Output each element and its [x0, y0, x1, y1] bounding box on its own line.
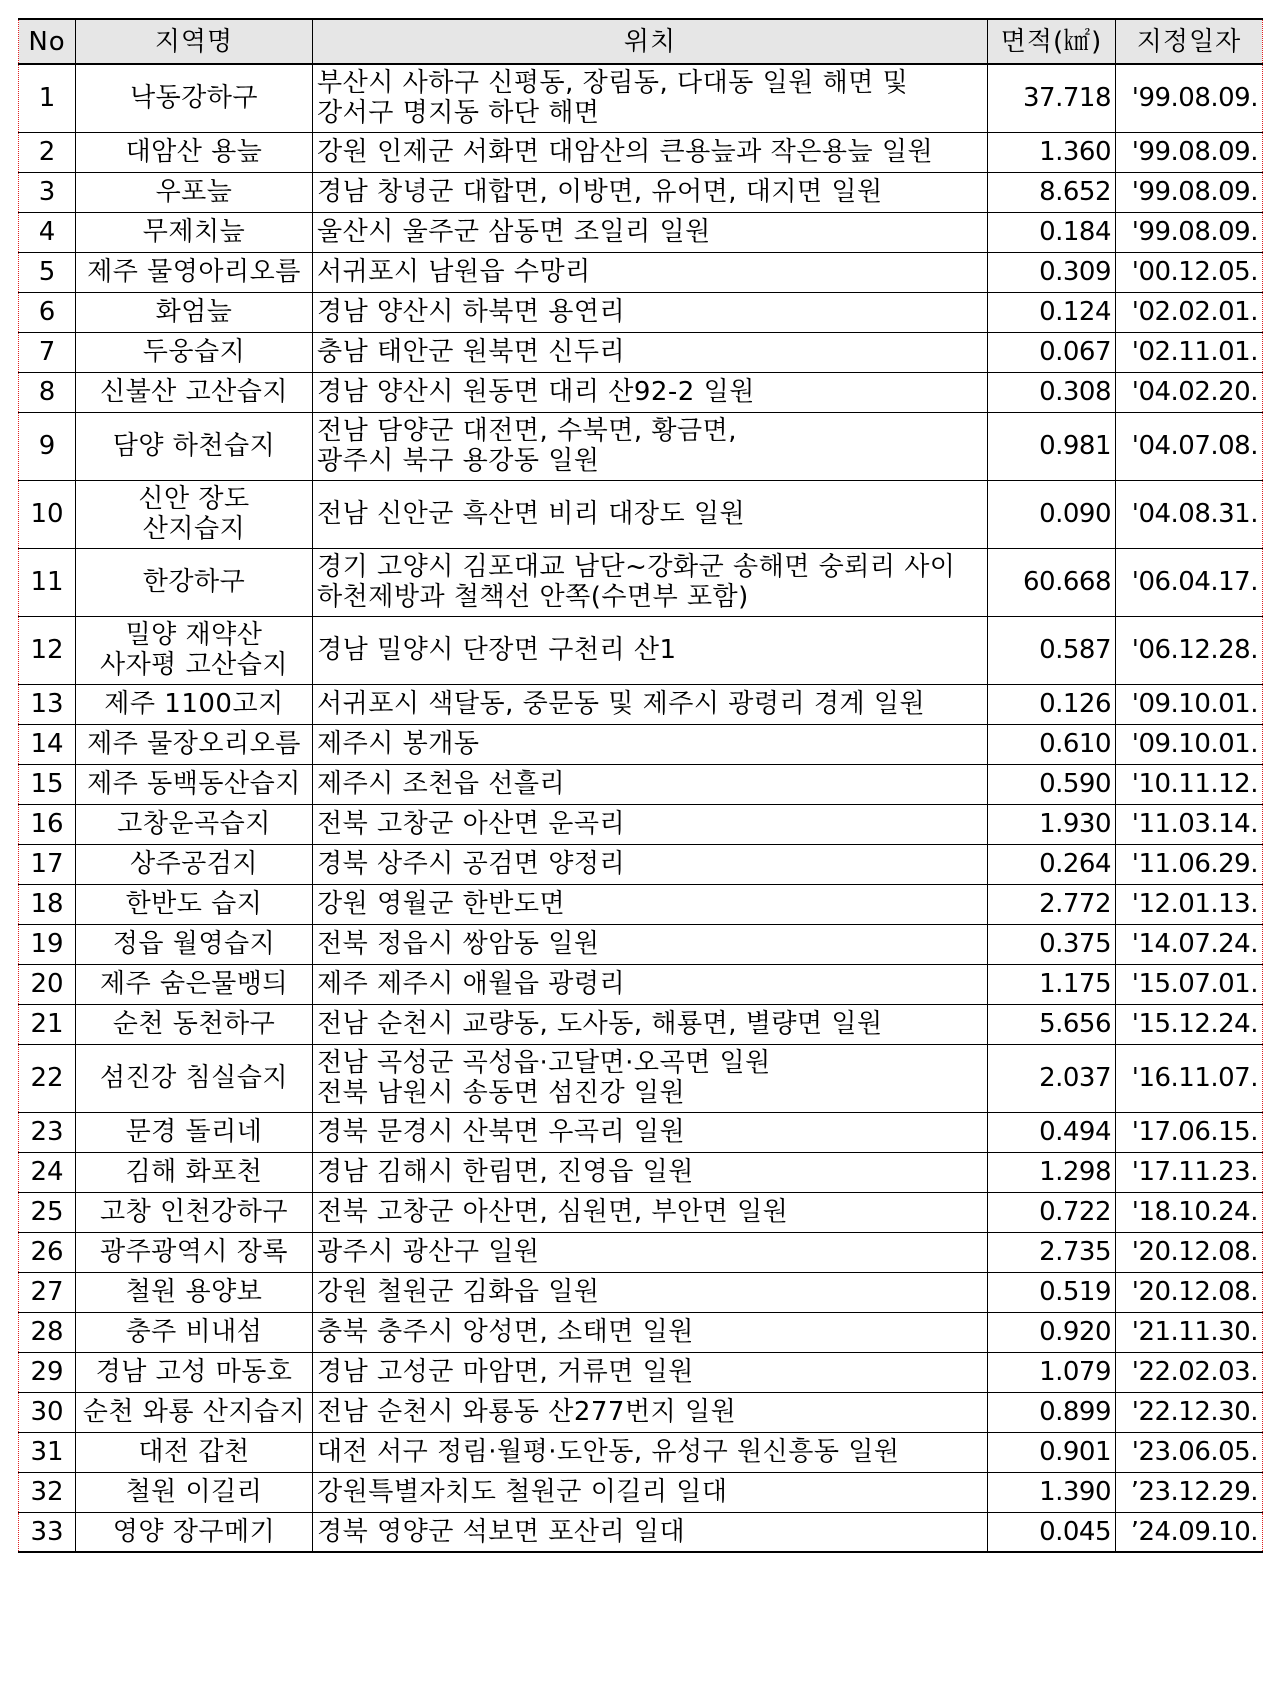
cell-name-line: 광주광역시 장록 [99, 1237, 289, 1267]
cell-name [76, 292, 313, 332]
cell-area: 5.656 [988, 1004, 1116, 1044]
cell-location-line: 서귀포시 남원읍 수망리 [317, 257, 591, 287]
cell-location-line: 전북 고창군 아산면, 심원면, 부안면 일원 [317, 1197, 789, 1227]
table-row [19, 1112, 1263, 1152]
cell-date: '14.07.24. [1116, 924, 1263, 964]
cell-no: 14 [19, 724, 76, 764]
table-row [19, 1152, 1263, 1192]
cell-no: 26 [19, 1232, 76, 1272]
cell-no: 23 [19, 1112, 76, 1152]
cell-name-line: 사자평 고산습지 [99, 650, 289, 680]
cell-location [313, 292, 988, 332]
table-row [19, 332, 1263, 372]
cell-location [313, 804, 988, 844]
cell-location-line: 전남 순천시 와룡동 산277번지 일원 [317, 1397, 737, 1427]
cell-area: 60.668 [988, 548, 1116, 616]
table-row [19, 412, 1263, 480]
cell-area: 0.309 [988, 252, 1116, 292]
cell-date: '10.11.12. [1116, 764, 1263, 804]
cell-date: '17.11.23. [1116, 1152, 1263, 1192]
cell-name-line: 제주 물장오리오름 [87, 729, 301, 759]
cell-date: '22.02.03. [1116, 1352, 1263, 1392]
cell-location [313, 884, 988, 924]
cell-name [76, 212, 313, 252]
cell-date: '23.06.05. [1116, 1432, 1263, 1472]
header-name: 지역명 [76, 19, 313, 64]
table-row [19, 1432, 1263, 1472]
cell-location [313, 1512, 988, 1552]
cell-area: 0.124 [988, 292, 1116, 332]
cell-date: '12.01.13. [1116, 884, 1263, 924]
cell-name-line: 순천 와룡 산지습지 [82, 1397, 306, 1427]
cell-area: 1.298 [988, 1152, 1116, 1192]
cell-location-line: 경남 밀양시 단장면 구천리 산1 [317, 635, 677, 665]
cell-name-line: 한반도 습지 [125, 889, 263, 919]
cell-location-line: 전남 순천시 교량동, 도사동, 해룡면, 별량면 일원 [317, 1009, 883, 1039]
cell-no: 24 [19, 1152, 76, 1192]
cell-area: 0.494 [988, 1112, 1116, 1152]
cell-location [313, 1272, 988, 1312]
cell-no: 30 [19, 1392, 76, 1432]
cell-date: '99.08.09. [1116, 212, 1263, 252]
cell-date: '00.12.05. [1116, 252, 1263, 292]
cell-name-line: 우포늪 [155, 177, 233, 207]
cell-location [313, 1432, 988, 1472]
cell-location-line: 강원 영월군 한반도면 [317, 889, 566, 919]
cell-name-line: 충주 비내섬 [125, 1317, 263, 1347]
cell-name [76, 884, 313, 924]
cell-date: '09.10.01. [1116, 684, 1263, 724]
table-row [19, 1192, 1263, 1232]
cell-area: 0.920 [988, 1312, 1116, 1352]
cell-location-line: 전남 곡성군 곡성읍·고달면·오곡면 일원 [317, 1048, 771, 1078]
cell-date: ’23.12.29. [1116, 1472, 1263, 1512]
cell-name-line: 신안 장도 [138, 484, 250, 514]
cell-area: 0.375 [988, 924, 1116, 964]
header-area: 면적(㎢) [988, 19, 1116, 64]
cell-no: 33 [19, 1512, 76, 1552]
cell-date: '04.08.31. [1116, 480, 1263, 548]
cell-name-line: 정읍 월영습지 [112, 929, 276, 959]
cell-area: 1.360 [988, 132, 1116, 172]
cell-area: 0.264 [988, 844, 1116, 884]
cell-name-line: 제주 숨은물뱅듸 [99, 969, 289, 999]
header-row [19, 19, 1263, 64]
table-row [19, 684, 1263, 724]
cell-location-line: 울산시 울주군 삼동면 조일리 일원 [317, 217, 711, 247]
table-row [19, 1312, 1263, 1352]
cell-name-line: 한강하구 [142, 567, 246, 597]
cell-location-line: 충남 태안군 원북면 신두리 [317, 337, 626, 367]
cell-no: 6 [19, 292, 76, 332]
cell-name [76, 684, 313, 724]
cell-name [76, 1232, 313, 1272]
cell-name-line: 영양 장구메기 [112, 1516, 276, 1547]
cell-date: '99.08.09. [1116, 64, 1263, 132]
cell-name-line: 화엄늪 [155, 297, 233, 327]
table-row [19, 924, 1263, 964]
cell-name [76, 924, 313, 964]
cell-name-line: 제주 동백동산습지 [87, 769, 301, 799]
cell-area: 37.718 [988, 64, 1116, 132]
cell-location-line: 경북 상주시 공검면 양정리 [317, 849, 626, 879]
cell-location-line: 광주시 북구 용강동 일원 [317, 446, 600, 476]
cell-date: '99.08.09. [1116, 132, 1263, 172]
cell-name-line: 철원 용양보 [125, 1277, 263, 1307]
cell-date: '04.07.08. [1116, 412, 1263, 480]
cell-location [313, 1044, 988, 1112]
cell-location [313, 1232, 988, 1272]
cell-date: '18.10.24. [1116, 1192, 1263, 1232]
table-row [19, 132, 1263, 172]
cell-name [76, 332, 313, 372]
cell-location-line: 경남 김해시 한림면, 진영읍 일원 [317, 1157, 694, 1187]
cell-location-line: 제주시 조천읍 선흘리 [317, 769, 566, 799]
cell-no: 11 [19, 548, 76, 616]
cell-name-line: 경남 고성 마동호 [95, 1357, 293, 1387]
cell-date: '02.11.01. [1116, 332, 1263, 372]
cell-date: '22.12.30. [1116, 1392, 1263, 1432]
cell-location-line: 전북 남원시 송동면 섬진강 일원 [317, 1078, 686, 1108]
cell-location-line: 강원 인제군 서화면 대암산의 큰용늪과 작은용늪 일원 [317, 137, 934, 167]
table-row [19, 1352, 1263, 1392]
cell-area: 0.126 [988, 684, 1116, 724]
cell-area: 1.390 [988, 1472, 1116, 1512]
table-body [19, 64, 1263, 1552]
cell-name [76, 804, 313, 844]
cell-location-line: 전남 신안군 흑산면 비리 대장도 일원 [317, 499, 746, 529]
table-row [19, 1272, 1263, 1312]
cell-location-line: 서귀포시 색달동, 중문동 및 제주시 광령리 경계 일원 [317, 689, 926, 719]
table-row [19, 1232, 1263, 1272]
cell-area: 0.308 [988, 372, 1116, 412]
cell-no: 9 [19, 412, 76, 480]
cell-location-line: 광주시 광산구 일원 [317, 1237, 540, 1267]
cell-location-line: 강원 철원군 김화읍 일원 [317, 1277, 600, 1307]
cell-date: '21.11.30. [1116, 1312, 1263, 1352]
cell-name-line: 섬진강 침실습지 [99, 1063, 289, 1093]
cell-no: 12 [19, 616, 76, 684]
table-row [19, 764, 1263, 804]
cell-name [76, 372, 313, 412]
cell-location [313, 1392, 988, 1432]
cell-no: 3 [19, 172, 76, 212]
cell-location [313, 132, 988, 172]
table-row [19, 1004, 1263, 1044]
cell-area: 0.045 [988, 1512, 1116, 1552]
cell-no: 21 [19, 1004, 76, 1044]
cell-name-line: 대암산 용늪 [125, 137, 263, 167]
cell-name [76, 548, 313, 616]
cell-no: 20 [19, 964, 76, 1004]
cell-no: 8 [19, 372, 76, 412]
cell-date: '06.04.17. [1116, 548, 1263, 616]
table-row [19, 964, 1263, 1004]
cell-name-line: 산지습지 [142, 514, 246, 544]
cell-location-line: 경남 고성군 마암면, 거류면 일원 [317, 1357, 694, 1387]
cell-location-line: 하천제방과 철책선 안쪽(수면부 포함) [317, 582, 749, 612]
cell-name [76, 844, 313, 884]
table-row [19, 172, 1263, 212]
cell-no: 22 [19, 1044, 76, 1112]
cell-location [313, 1312, 988, 1352]
cell-area: 1.930 [988, 804, 1116, 844]
cell-location [313, 1192, 988, 1232]
cell-location-line: 부산시 사하구 신평동, 장림동, 다대동 일원 해면 및 [317, 68, 909, 99]
cell-area: 0.722 [988, 1192, 1116, 1232]
cell-date: '99.08.09. [1116, 172, 1263, 212]
cell-name [76, 480, 313, 548]
cell-name-line: 무제치늪 [142, 217, 246, 247]
table-row [19, 616, 1263, 684]
cell-area: 0.184 [988, 212, 1116, 252]
cell-name [76, 1044, 313, 1112]
cell-date: '20.12.08. [1116, 1232, 1263, 1272]
cell-location-line: 경기 고양시 김포대교 남단~강화군 송해면 숭뢰리 사이 [317, 552, 956, 582]
cell-no: 5 [19, 252, 76, 292]
cell-no: 4 [19, 212, 76, 252]
cell-location [313, 412, 988, 480]
cell-area: 0.981 [988, 412, 1116, 480]
cell-area: 0.901 [988, 1432, 1116, 1472]
cell-name [76, 132, 313, 172]
cell-date: '16.11.07. [1116, 1044, 1263, 1112]
cell-location [313, 684, 988, 724]
cell-location [313, 964, 988, 1004]
cell-name-line: 담양 하천습지 [112, 431, 276, 461]
cell-location-line: 강원특별자치도 철원군 이길리 일대 [317, 1477, 728, 1507]
cell-location-line: 강서구 명지동 하단 해면 [317, 98, 600, 129]
cell-name-line: 고창 인천강하구 [99, 1197, 289, 1227]
table-row [19, 252, 1263, 292]
cell-no: 15 [19, 764, 76, 804]
cell-location [313, 1112, 988, 1152]
cell-location-line: 전북 정읍시 쌍암동 일원 [317, 929, 600, 959]
table-row [19, 372, 1263, 412]
cell-location-line: 경남 창녕군 대합면, 이방면, 유어면, 대지면 일원 [317, 177, 883, 207]
cell-location [313, 372, 988, 412]
cell-area: 0.610 [988, 724, 1116, 764]
cell-area: 2.772 [988, 884, 1116, 924]
cell-area: 1.079 [988, 1352, 1116, 1392]
cell-date: '04.02.20. [1116, 372, 1263, 412]
cell-date: ’24.09.10. [1116, 1512, 1263, 1552]
cell-area: 2.735 [988, 1232, 1116, 1272]
cell-name [76, 1004, 313, 1044]
table-row [19, 844, 1263, 884]
cell-name-line: 순천 동천하구 [112, 1009, 276, 1039]
table-header [19, 19, 1263, 64]
cell-no: 28 [19, 1312, 76, 1352]
cell-location [313, 1152, 988, 1192]
table-row [19, 884, 1263, 924]
cell-area: 0.090 [988, 480, 1116, 548]
cell-no: 13 [19, 684, 76, 724]
cell-area: 8.652 [988, 172, 1116, 212]
cell-no: 31 [19, 1432, 76, 1472]
cell-date: '15.07.01. [1116, 964, 1263, 1004]
cell-name [76, 1512, 313, 1552]
cell-name [76, 1272, 313, 1312]
table-row [19, 1472, 1263, 1512]
wetland-table-container [18, 18, 1263, 1553]
table-row [19, 480, 1263, 548]
cell-name [76, 1352, 313, 1392]
cell-date: '20.12.08. [1116, 1272, 1263, 1312]
cell-location-line: 경북 문경시 산북면 우곡리 일원 [317, 1117, 686, 1147]
cell-area: 0.067 [988, 332, 1116, 372]
table-row [19, 1392, 1263, 1432]
cell-name [76, 1312, 313, 1352]
cell-no: 2 [19, 132, 76, 172]
cell-name [76, 252, 313, 292]
cell-area: 0.590 [988, 764, 1116, 804]
cell-date: '09.10.01. [1116, 724, 1263, 764]
cell-location [313, 480, 988, 548]
cell-date: '11.06.29. [1116, 844, 1263, 884]
table-row [19, 804, 1263, 844]
cell-location [313, 212, 988, 252]
cell-no: 7 [19, 332, 76, 372]
cell-no: 1 [19, 64, 76, 132]
cell-name-line: 제주 물영아리오름 [87, 257, 301, 287]
cell-location [313, 1004, 988, 1044]
cell-location-line: 전북 고창군 아산면 운곡리 [317, 809, 626, 839]
cell-name [76, 1392, 313, 1432]
cell-no: 18 [19, 884, 76, 924]
cell-name-line: 고창운곡습지 [117, 809, 271, 839]
cell-location-line: 제주시 봉개동 [317, 729, 480, 759]
cell-name-line: 철원 이길리 [125, 1477, 263, 1507]
cell-name [76, 764, 313, 804]
table-row [19, 1512, 1263, 1552]
cell-name-line: 상주공검지 [129, 849, 259, 879]
table-row [19, 212, 1263, 252]
cell-name [76, 1472, 313, 1512]
cell-location-line: 전남 담양군 대전면, 수북면, 황금면, [317, 416, 737, 446]
cell-no: 32 [19, 1472, 76, 1512]
cell-name [76, 1112, 313, 1152]
cell-name-line: 밀양 재약산 [125, 620, 263, 650]
cell-date: '11.03.14. [1116, 804, 1263, 844]
cell-name [76, 412, 313, 480]
cell-no: 17 [19, 844, 76, 884]
cell-location-line: 대전 서구 정림·월평·도안동, 유성구 원신흥동 일원 [317, 1437, 900, 1467]
cell-name [76, 964, 313, 1004]
cell-location [313, 332, 988, 372]
cell-name [76, 1432, 313, 1472]
cell-name-line: 두웅습지 [142, 337, 246, 367]
cell-date: '15.12.24. [1116, 1004, 1263, 1044]
cell-name-line: 김해 화포천 [125, 1157, 263, 1187]
cell-location [313, 172, 988, 212]
cell-name [76, 724, 313, 764]
header-date: 지정일자 [1116, 19, 1263, 64]
cell-no: 19 [19, 924, 76, 964]
cell-no: 10 [19, 480, 76, 548]
cell-name-line: 문경 돌리네 [125, 1117, 263, 1147]
cell-name-line: 신불산 고산습지 [99, 377, 289, 407]
cell-date: '02.02.01. [1116, 292, 1263, 332]
table-row [19, 64, 1263, 132]
cell-location [313, 924, 988, 964]
table-row [19, 292, 1263, 332]
cell-date: '06.12.28. [1116, 616, 1263, 684]
cell-location [313, 548, 988, 616]
header-location: 위치 [313, 19, 988, 64]
table-row [19, 548, 1263, 616]
cell-location [313, 844, 988, 884]
header-no: No [19, 19, 76, 64]
cell-name [76, 1152, 313, 1192]
cell-name [76, 64, 313, 132]
table-row [19, 1044, 1263, 1112]
cell-area: 2.037 [988, 1044, 1116, 1112]
cell-location [313, 616, 988, 684]
cell-area: 0.519 [988, 1272, 1116, 1312]
cell-area: 1.175 [988, 964, 1116, 1004]
cell-location [313, 252, 988, 292]
cell-area: 0.899 [988, 1392, 1116, 1432]
cell-location-line: 제주 제주시 애월읍 광령리 [317, 969, 626, 999]
cell-location [313, 64, 988, 132]
cell-location-line: 경남 양산시 하북면 용연리 [317, 297, 626, 327]
cell-location [313, 1472, 988, 1512]
wetland-table [18, 18, 1263, 1553]
cell-name-line: 낙동강하구 [129, 83, 259, 114]
cell-name [76, 172, 313, 212]
cell-name [76, 1192, 313, 1232]
cell-location [313, 1352, 988, 1392]
cell-no: 25 [19, 1192, 76, 1232]
table-row [19, 724, 1263, 764]
cell-location-line: 충북 충주시 앙성면, 소태면 일원 [317, 1317, 694, 1347]
cell-name-line: 제주 1100고지 [104, 689, 284, 719]
cell-no: 27 [19, 1272, 76, 1312]
cell-name [76, 616, 313, 684]
cell-location [313, 724, 988, 764]
cell-location [313, 764, 988, 804]
cell-no: 29 [19, 1352, 76, 1392]
cell-area: 0.587 [988, 616, 1116, 684]
cell-name-line: 대전 갑천 [138, 1437, 250, 1467]
cell-location-line: 경남 양산시 원동면 대리 산92-2 일원 [317, 377, 755, 407]
cell-location-line: 경북 영양군 석보면 포산리 일대 [317, 1516, 686, 1547]
cell-no: 16 [19, 804, 76, 844]
cell-date: '17.06.15. [1116, 1112, 1263, 1152]
